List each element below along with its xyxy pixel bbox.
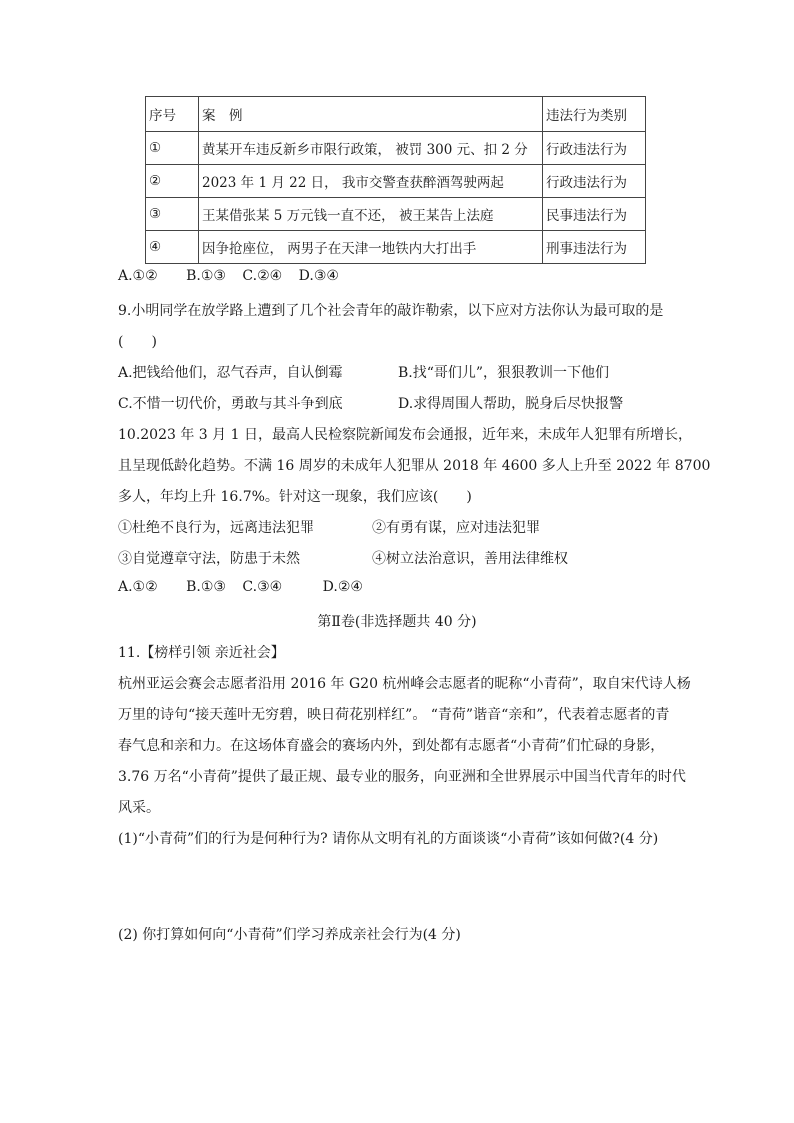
q10-option-d: D.②④ <box>322 579 363 595</box>
cell-number: ② <box>146 165 199 198</box>
q8-option-c: C.②④ <box>242 268 283 284</box>
q8-option-a: A.①② <box>118 268 158 284</box>
cell-case: 黄某开车违反新乡市限行政策， 被罚 300 元、扣 2 分 <box>199 132 543 165</box>
cell-category: 行政违法行为 <box>543 132 646 165</box>
q10-option-a: A.①② <box>118 579 158 595</box>
header-number: 序号 <box>146 97 199 132</box>
q8-option-b: B.①③ <box>186 268 226 284</box>
q11-paragraph-line-3: 春气息和亲和力。在这场体育盛会的赛场内外，到处都有志愿者“小青荷”们忙碌的身影， <box>118 738 665 754</box>
q11-paragraph-line-1: 杭州亚运会赛会志愿者沿用 2016 年 G20 杭州峰会志愿者的昵称“小青荷”，取自宋代诗人杨 <box>118 676 691 692</box>
table-row <box>146 132 646 165</box>
q9-paren: ( ) <box>118 334 157 350</box>
q10-line-2: 且呈现低龄化趋势。不满 16 周岁的未成年人犯罪从 2018 年 4600 多人上升至 2022 年 8700 <box>118 458 711 474</box>
q10-options <box>118 579 363 595</box>
cell-number: ④ <box>146 231 199 264</box>
cell-category: 行政违法行为 <box>543 165 646 198</box>
q9-option-b: B.找“哥们儿”，狠狠教训一下他们 <box>398 365 610 381</box>
case-table <box>145 96 646 264</box>
header-case: 案 例 <box>199 97 543 132</box>
q8-option-d: D.③④ <box>298 268 339 284</box>
q10-item-1: ①杜绝不良行为，远离违法犯罪 <box>118 520 314 536</box>
q9-option-c: C.不惜一切代价，勇敢与其斗争到底 <box>118 396 343 412</box>
cell-number: ③ <box>146 198 199 231</box>
cell-case: 2023 年 1 月 22 日， 我市交警查获醉酒驾驶两起 <box>199 165 543 198</box>
table-row <box>146 198 646 231</box>
q11-paragraph-line-2: 万里的诗句“接天莲叶无穷碧，映日荷花别样红”。 “青荷”谐音“亲和”，代表着志愿者的青 <box>118 707 670 723</box>
q10-item-3: ③自觉遵章守法，防患于未然 <box>118 551 300 567</box>
q11-paragraph-line-4: 3.76 万名“小青荷”提供了最正规、最专业的服务，向亚洲和全世界展示中国当代青年的时代 <box>118 769 686 785</box>
q10-option-b: B.①③ <box>186 579 226 595</box>
cell-case: 王某借张某 5 万元钱一直不还， 被王某告上法庭 <box>199 198 543 231</box>
table-header-row <box>146 97 646 132</box>
q10-line-3: 多人，年均上升 16.7%。针对这一现象，我们应该( ) <box>118 489 472 505</box>
table-row <box>146 165 646 198</box>
cell-category: 刑事违法行为 <box>543 231 646 264</box>
q8-options <box>118 268 339 284</box>
cell-category: 民事违法行为 <box>543 198 646 231</box>
cell-number: ① <box>146 132 199 165</box>
q10-item-4: ④树立法治意识，善用法律维权 <box>372 551 568 567</box>
q10-line-1: 10.2023 年 3 月 1 日，最高人民检察院新闻发布会通报，近年来，未成年人犯罪有所增长， <box>118 427 692 443</box>
q11-subquestion-2: (2) 你打算如何向“小青荷”们学习养成亲社会行为(4 分) <box>118 927 461 943</box>
cell-case: 因争抢座位， 两男子在天津一地铁内大打出手 <box>199 231 543 264</box>
q10-option-c: C.③④ <box>242 579 283 595</box>
table-row <box>146 231 646 264</box>
q11-subquestion-1: (1)“小青荷”们的行为是何种行为? 请你从文明有礼的方面谈谈“小青荷”该如何做?(4 分) <box>118 831 659 847</box>
q9-option-a: A.把钱给他们，忍气吞声，自认倒霉 <box>118 365 343 381</box>
q11-heading: 11.【榜样引领 亲近社会】 <box>118 645 285 661</box>
section-2-title: 第Ⅱ卷(非选择题共 40 分) <box>317 614 477 630</box>
q9-option-d: D.求得周围人帮助，脱身后尽快报警 <box>398 396 624 412</box>
q9-stem: 9.小明同学在放学路上遭到了几个社会青年的敲诈勒索，以下应对方法你认为最可取的是 <box>118 303 664 319</box>
q10-item-2: ②有勇有谋，应对违法犯罪 <box>372 520 540 536</box>
header-category: 违法行为类别 <box>543 97 646 132</box>
q11-paragraph-line-5: 风采。 <box>118 800 160 816</box>
